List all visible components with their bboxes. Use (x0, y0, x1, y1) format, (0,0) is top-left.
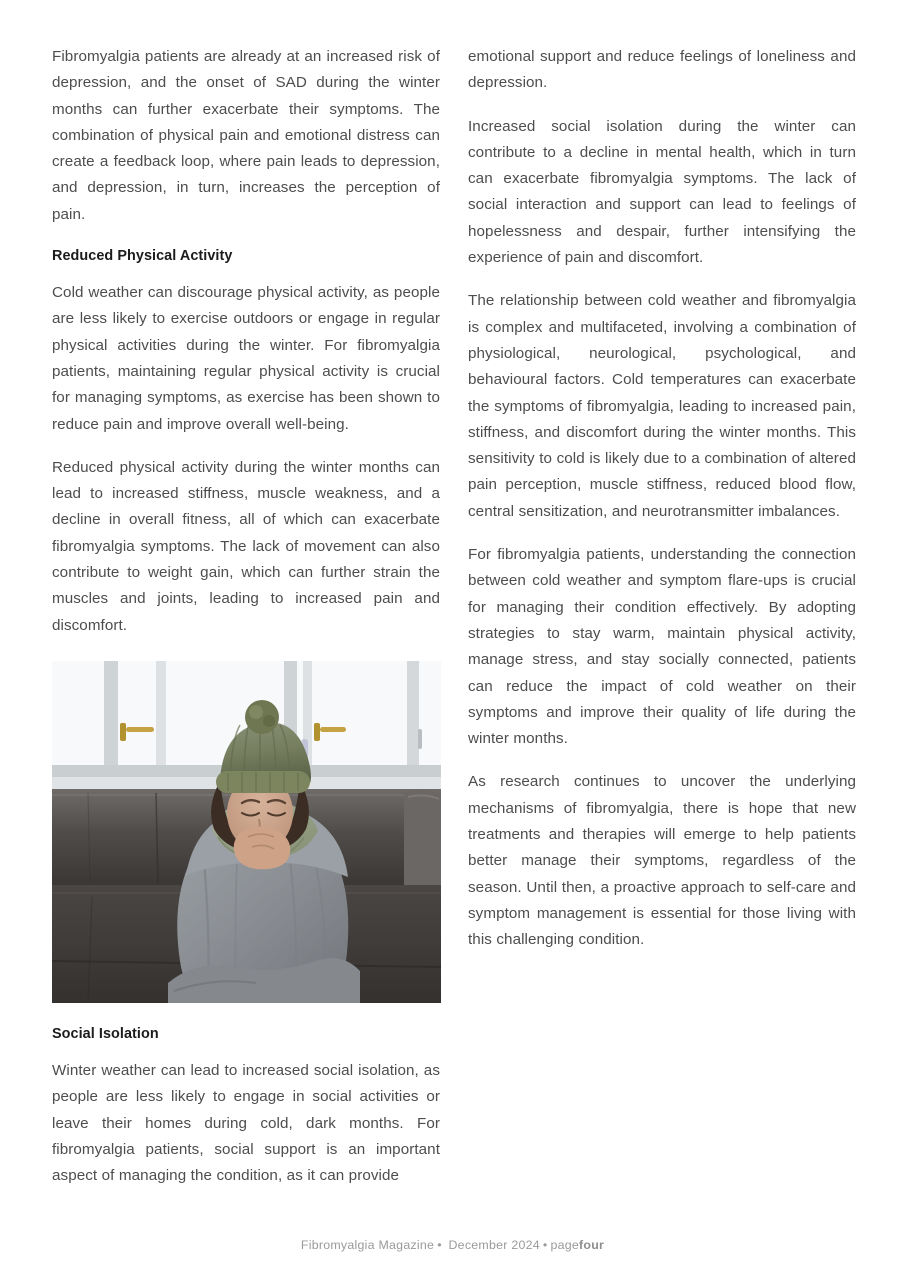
paragraph-isolation-mental-health: Increased social isolation during the winter can contribute to a decline in mental health, which in turn can exacerbate fibromyalgia symptoms. The lack of social interaction and support can lead to feelings of hopelessness and despair, further intensifying the experience of pain and discomfort. (468, 117, 856, 267)
heading-reduced-physical-activity: Reduced Physical Activity (52, 248, 233, 265)
paragraph-emotional-support-continued: emotional support and reduce feelings of loneliness and depression. (468, 48, 856, 92)
article-photo-woman-cold-on-sofa (52, 661, 441, 1003)
right-column (468, 44, 856, 1204)
paragraph-reduced-activity-consequences: Reduced physical activity during the winter months can lead to increased stiffness, muscle weakness, and a decline in overall fitness, all of which can exacerbate fibromyalgia symptoms. The lack of movement can also contribute to weight gain, which can further strain the muscles and joints, leading to increased pain and discomfort. (52, 458, 440, 634)
paragraph-depression-feedback-loop: Fibromyalgia patients are already at an increased risk of depression, and the onset of SAD during the winter months can further exacerbate their symptoms. The combination of physical pain and emotional distress can create a feedback loop, where pain leads to depression, and depression, in turn, increases the perception of pain. (52, 48, 440, 223)
heading-social-isolation: Social Isolation (52, 1025, 159, 1042)
footer-page-label: page (550, 1238, 580, 1252)
two-column-layout (52, 44, 856, 1204)
paragraph-cold-weather-discourages-activity: Cold weather can discourage physical activity, as people are less likely to exercise outdoors or engage in regular physical activities during the winter. For fibromyalgia patients, maintaining regular physical activity is crucial for managing symptoms, as exercise has been shown to reduce pain and improve overall well-being. (52, 284, 440, 433)
footer-separator-1: • (437, 1238, 442, 1252)
paragraph-cold-weather-relationship: The relationship between cold weather and fibromyalgia is complex and multifaceted, involving a combination of physiological, neurological, psychological, and behavioural factors. Cold temperatures can exacerbate the symptoms of fibromyalgia, leading to increased pain, stiffness, and discomfort during the winter months. This sensitivity to cold is likely due to a combination of altered pain perception, muscle stiffness, reduced blood flow, central sensitization, and neurotransmitter imbalances. (468, 292, 856, 520)
paragraph-winter-social-isolation: Winter weather can lead to increased social isolation, as people are less likely to engage in social activities or leave their homes during cold, dark months. For fibromyalgia patients, social support is an important aspect of managing the condition, as it can provide (52, 1061, 440, 1185)
footer-issue-date: December 2024 (448, 1238, 540, 1252)
left-column (52, 44, 440, 1204)
page-footer (0, 1236, 905, 1254)
footer-publication-name: Fibromyalgia Magazine (300, 1238, 435, 1252)
footer-separator-2: • (542, 1238, 548, 1252)
footer-page-number: four (579, 1238, 605, 1252)
paragraph-understanding-connection: For fibromyalgia patients, understanding the connection between cold weather and symptom flare-ups is crucial for managing their condition effectively. By adopting strategies to stay warm, maintain physical activity, manage stress, and stay socially connected, patients can reduce the impact of cold weather on their symptoms and improve their quality of life during the winter months. (468, 546, 856, 748)
photo-illustration (52, 661, 441, 1003)
paragraph-research-outlook: As research continues to uncover the underlying mechanisms of fibromyalgia, there is hope that new treatments and therapies will emerge to help patients better manage their symptoms, regardless of the season. Until then, a proactive approach to self-care and symptom management is essential for those living with this challenging condition. (468, 773, 856, 949)
